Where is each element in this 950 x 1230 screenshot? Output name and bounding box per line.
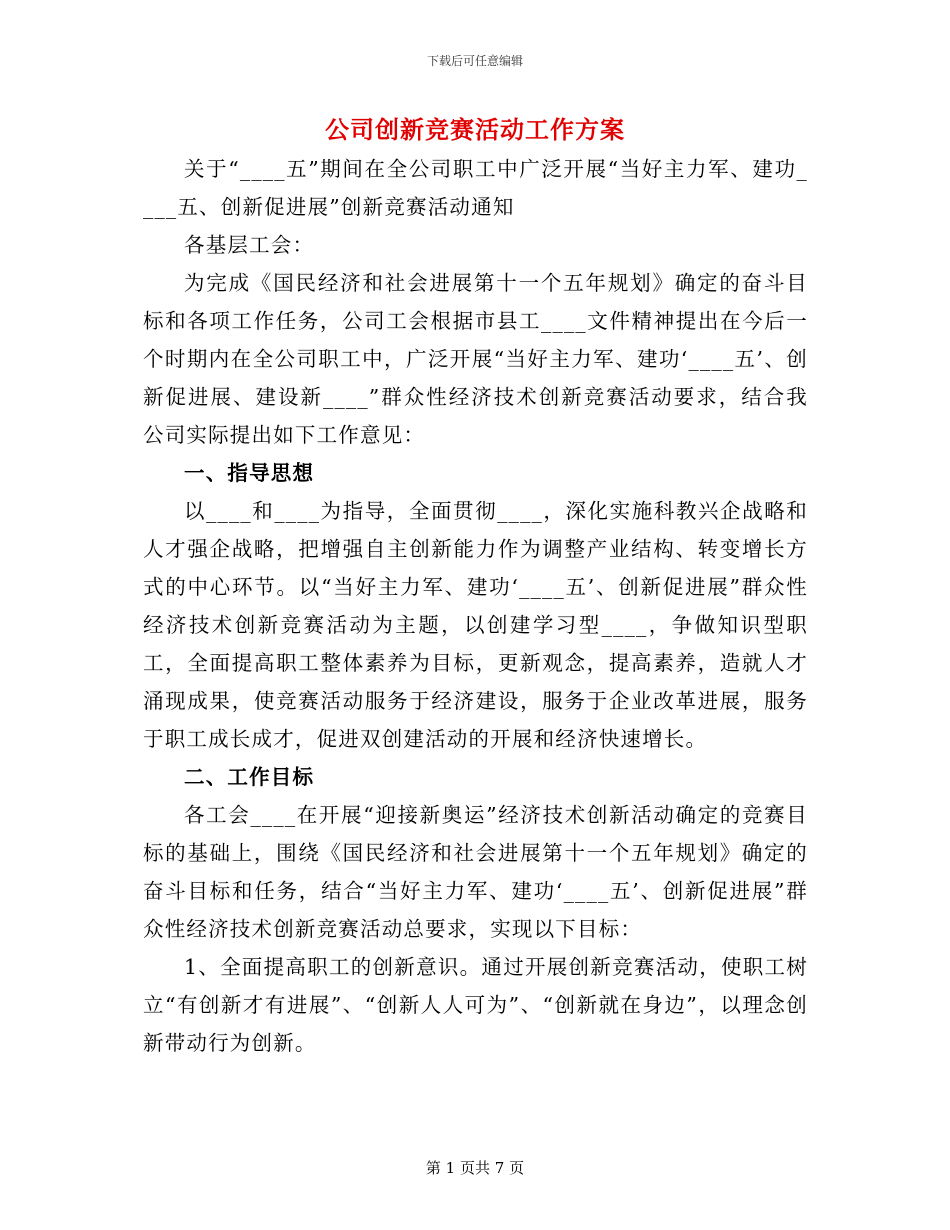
section-heading-guiding-thought: 一、指导思想: [184, 461, 315, 485]
document-body: [143, 150, 808, 1062]
goal-item-1-paragraph: 1、全面提高职工的创新意识。通过开展创新竞赛活动，使职工树立“有创新才有进展”、“创新人人可为”、“创新就在身边”，以理念创新带动行为创新。: [143, 955, 808, 1055]
page-header-note: 下载后可任意编辑: [426, 54, 523, 68]
guiding-thought-paragraph: 以____和____为指导，全面贯彻____，深化实施科教兴企战略和人才强企战略，把增强自主创新能力作为调整产业结构、转变增长方式的中心环节。以“当好主力军、建功‘____五’、创新促进展”群众性经济技术创新竞赛活动为主题，以创建学习型____，争做知识型职工，全面提高职工整体素养为目标，更新观念，提高素养，造就人才涌现成果，使竞赛活动服务于经济建设，服务于企业改革进展，服务于职工成长成才，促进双创建活动的开展和经济快速增长。: [143, 499, 808, 751]
page-number-footer: 第 1 页共 7 页: [425, 1159, 525, 1177]
intro-paragraph: 为完成《国民经济和社会进展第十一个五年规划》确定的奋斗目标和各项工作任务，公司工会根据市县工____文件精神提出在今后一个时期内在全公司职工中，广泛开展“当好主力军、建功‘____五’、创新促进展、建设新____”群众性经济技术创新竞赛活动要求，结合我公司实际提出如下工作意见：: [143, 271, 808, 447]
notice-title-paragraph: 关于“____五”期间在全公司职工中广泛开展“当好主力军、建功____五、创新促进展”创新竞赛活动通知: [143, 157, 808, 219]
section-heading-work-goals: 二、工作目标: [184, 765, 315, 789]
document-title: 公司创新竞赛活动工作方案: [325, 116, 625, 144]
salutation-paragraph: 各基层工会：: [184, 233, 315, 257]
work-goals-paragraph: 各工会____在开展“迎接新奥运”经济技术创新活动确定的竞赛目标的基础上，围绕《国民经济和社会进展第十一个五年规划》确定的奋斗目标和任务，结合“当好主力军、建功‘____五’、创新促进展”群众性经济技术创新竞赛活动总要求，实现以下目标：: [143, 803, 808, 941]
